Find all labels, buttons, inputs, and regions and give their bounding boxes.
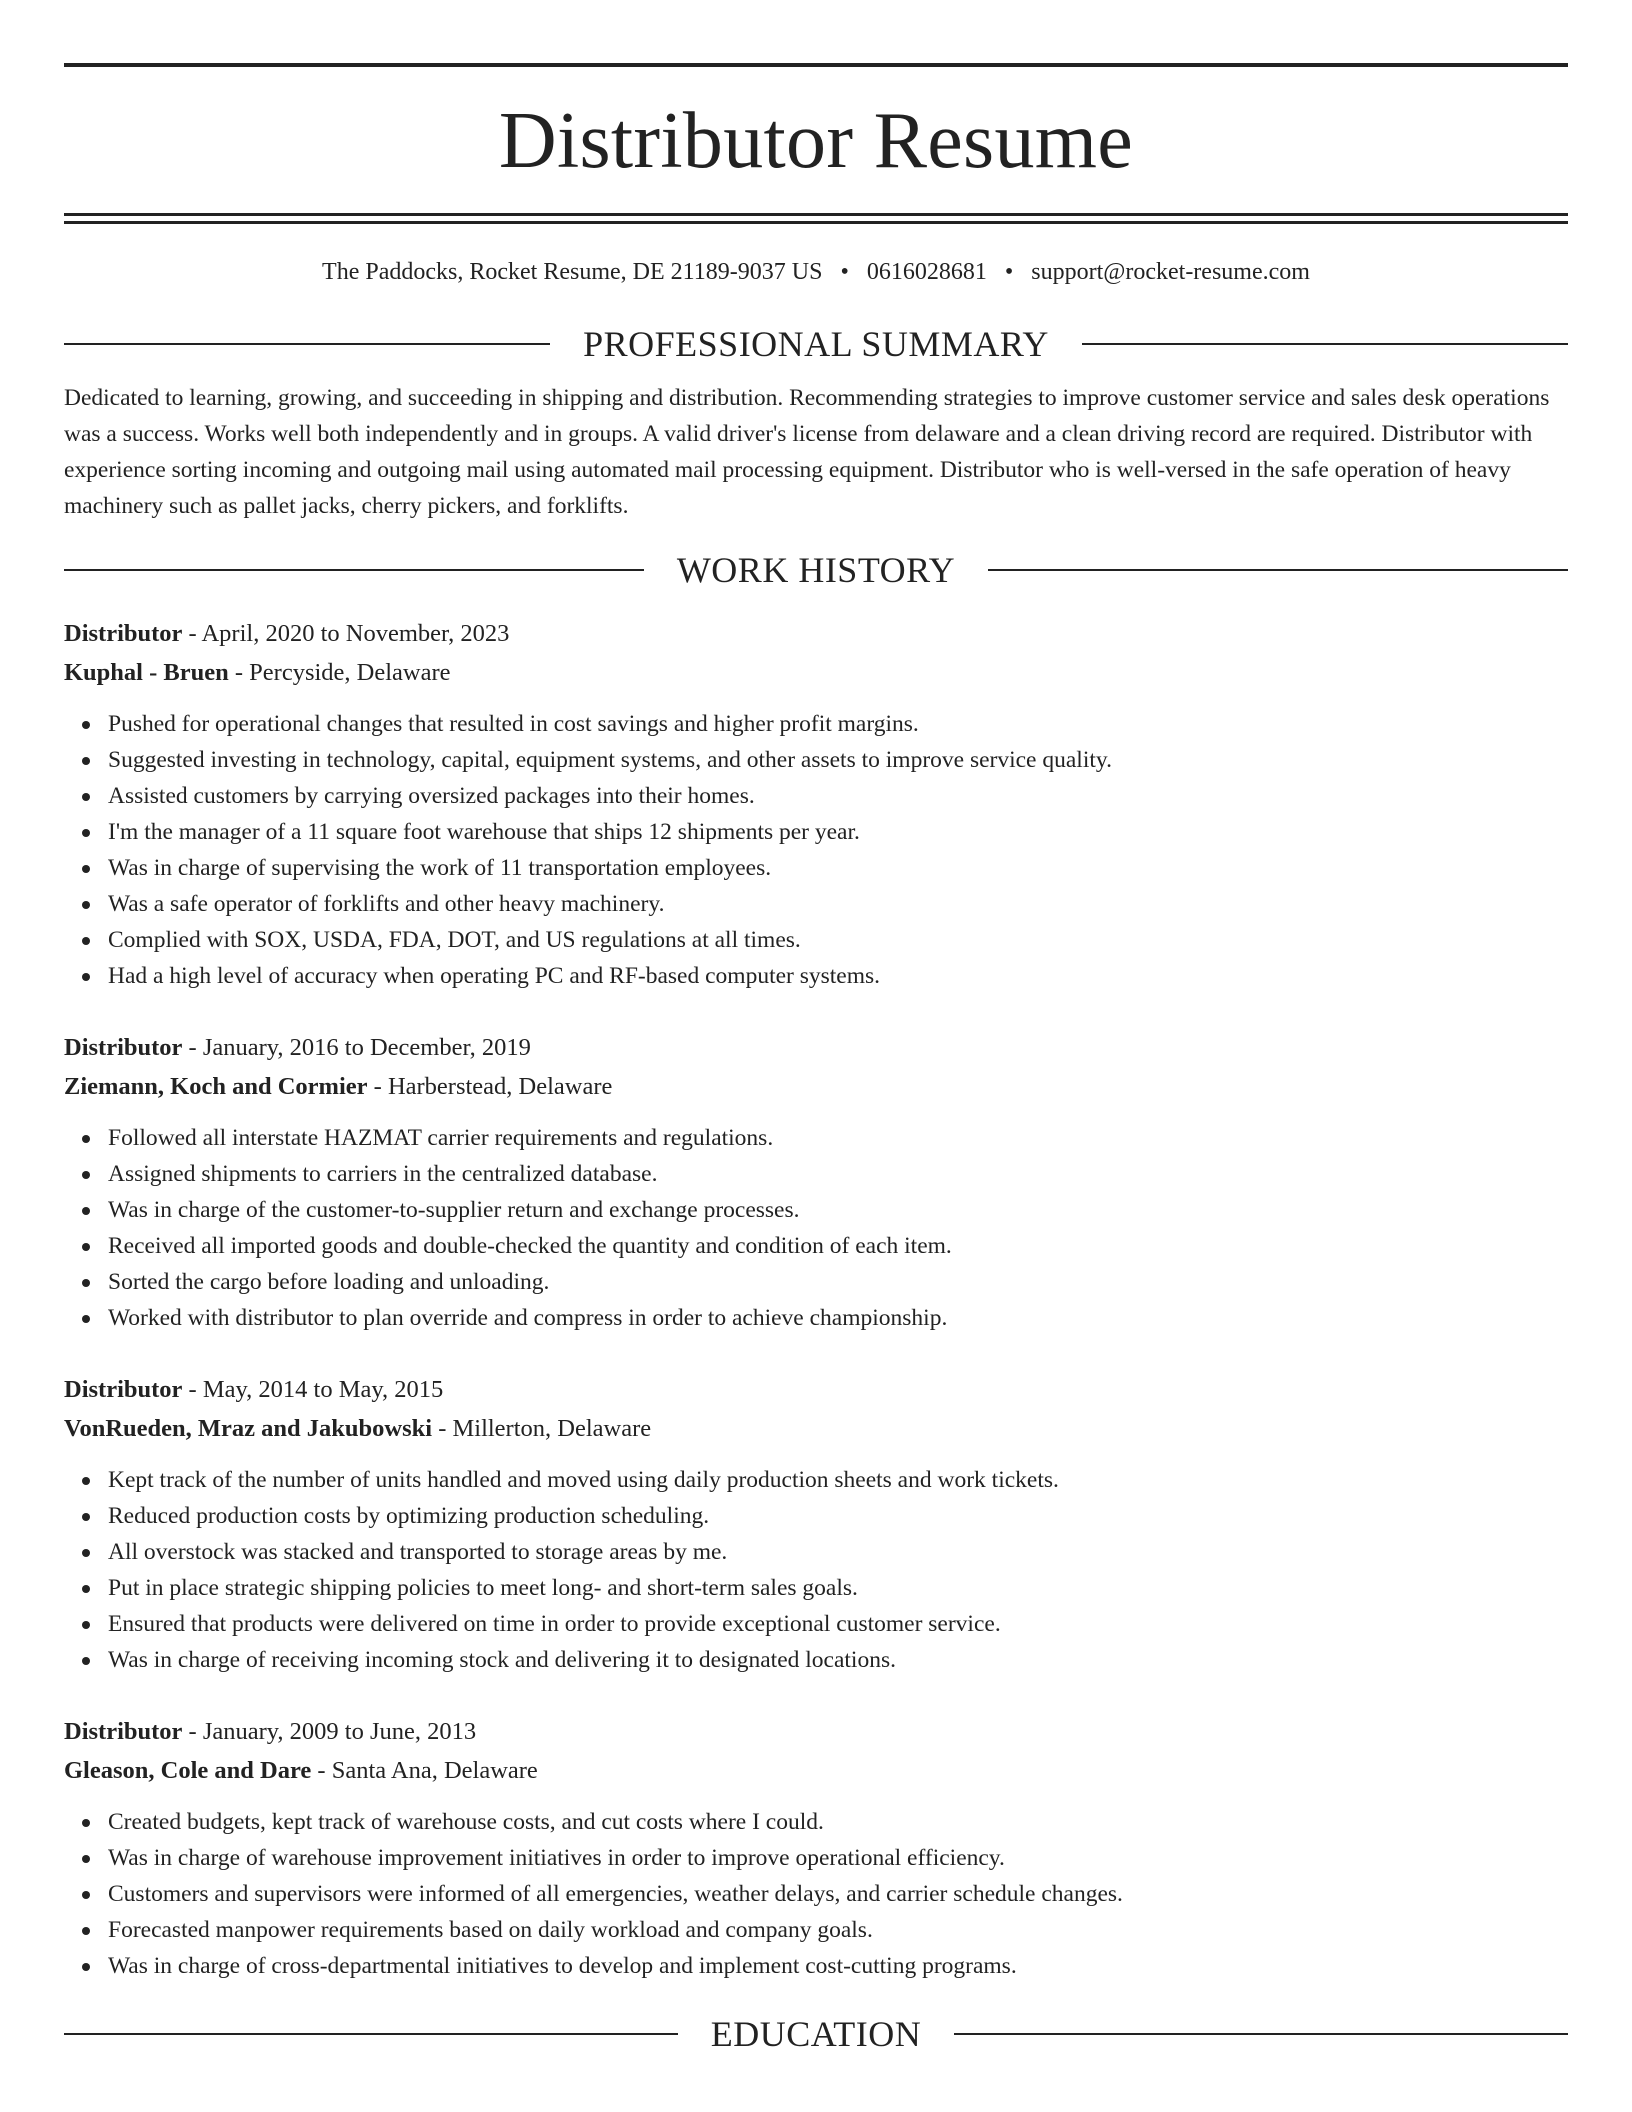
summary-heading-label: PROFESSIONAL SUMMARY <box>583 324 1049 364</box>
job-company-line <box>64 1067 1568 1106</box>
duty-item: Was in charge of supervising the work of 11 transportation employees. <box>108 850 1568 886</box>
heading-rule-right <box>1082 343 1568 345</box>
job-dates: - April, 2020 to November, 2023 <box>182 620 510 647</box>
job-dates: - May, 2014 to May, 2015 <box>182 1376 444 1403</box>
title-double-rule <box>64 213 1568 224</box>
duty-item: Forecasted manpower requirements based on daily workload and company goals. <box>108 1912 1568 1948</box>
duty-item: Customers and supervisors were informed of all emergencies, weather delays, and carrier schedule changes. <box>108 1876 1568 1912</box>
duty-item: Pushed for operational changes that resulted in cost savings and higher profit margins. <box>108 706 1568 742</box>
contact-address: The Paddocks, Rocket Resume, DE 21189-9037 US <box>322 259 823 285</box>
summary-heading <box>64 326 1568 362</box>
job-title-line <box>64 1370 1568 1409</box>
summary-text: Dedicated to learning, growing, and succeeding in shipping and distribution. Recommending strategies to improve customer service and sales desk operations was a success. Works well both independently and in groups. A valid driver's license from delaware and a clean driving record are required. Distributor with experience sorting incoming and outgoing mail using automated mail processing equipment. Distributor who is well-versed in the safe operation of heavy machinery such as pallet jacks, cherry pickers, and forklifts. <box>64 385 1550 519</box>
contact-phone: 0616028681 <box>866 259 987 285</box>
duty-item: Put in place strategic shipping policies to meet long- and short-term sales goals. <box>108 1570 1568 1606</box>
contact-email: support@rocket-resume.com <box>1031 259 1310 285</box>
job-dates: - January, 2009 to June, 2013 <box>182 1718 477 1745</box>
heading-rule-left <box>64 343 550 345</box>
job-company-line <box>64 653 1568 692</box>
duty-list <box>64 706 1568 994</box>
job-title: Distributor <box>64 1376 183 1403</box>
contact-line <box>64 260 1568 284</box>
job-company: Kuphal - Bruen <box>64 659 229 686</box>
duty-item: Ensured that products were delivered on time in order to provide exceptional customer service. <box>108 1606 1568 1642</box>
duty-item: Created budgets, kept track of warehouse costs, and cut costs where I could. <box>108 1804 1568 1840</box>
duty-item: Was in charge of warehouse improvement initiatives in order to improve operational efficiency. <box>108 1840 1568 1876</box>
job-title: Distributor <box>64 1718 183 1745</box>
education-heading <box>64 2016 1568 2052</box>
duty-item: Sorted the cargo before loading and unloading. <box>108 1264 1568 1300</box>
duty-item: Was in charge of cross-departmental initiatives to develop and implement cost-cutting programs. <box>108 1948 1568 1984</box>
job-title: Distributor <box>64 620 183 647</box>
work-history-heading-label: WORK HISTORY <box>676 550 956 590</box>
job-company: Ziemann, Koch and Cormier <box>64 1073 368 1100</box>
duty-item: All overstock was stacked and transported to storage areas by me. <box>108 1534 1568 1570</box>
job-company-line <box>64 1751 1568 1790</box>
duty-item: Received all imported goods and double-checked the quantity and condition of each item. <box>108 1228 1568 1264</box>
job-title: Distributor <box>64 1034 183 1061</box>
job-title-line <box>64 614 1568 653</box>
job-company: Gleason, Cole and Dare <box>64 1757 312 1784</box>
duty-list <box>64 1804 1568 1984</box>
job-entry <box>64 1712 1568 1984</box>
duty-item: Suggested investing in technology, capital, equipment systems, and other assets to improve service quality. <box>108 742 1568 778</box>
duty-item: Assisted customers by carrying oversized packages into their homes. <box>108 778 1568 814</box>
duty-list <box>64 1120 1568 1336</box>
duty-item: Was in charge of the customer-to-supplier return and exchange processes. <box>108 1192 1568 1228</box>
contact-separator: • <box>840 259 849 285</box>
job-dates: - January, 2016 to December, 2019 <box>182 1034 531 1061</box>
heading-rule-left <box>64 569 644 571</box>
heading-rule-right <box>988 569 1568 571</box>
job-company: VonRueden, Mraz and Jakubowski <box>64 1415 433 1442</box>
duty-item: Worked with distributor to plan override and compress in order to achieve championship. <box>108 1300 1568 1336</box>
heading-rule-left <box>64 2033 678 2035</box>
top-rule <box>64 63 1568 67</box>
heading-rule-right <box>954 2033 1568 2035</box>
duty-item: Assigned shipments to carriers in the centralized database. <box>108 1156 1568 1192</box>
duty-item: I'm the manager of a 11 square foot warehouse that ships 12 shipments per year. <box>108 814 1568 850</box>
job-location: - Millerton, Delaware <box>432 1415 652 1442</box>
job-company-line <box>64 1409 1568 1448</box>
job-location: - Santa Ana, Delaware <box>311 1757 538 1784</box>
job-entry <box>64 1370 1568 1678</box>
job-location: - Harberstead, Delaware <box>367 1073 613 1100</box>
duty-item: Reduced production costs by optimizing production scheduling. <box>108 1498 1568 1534</box>
job-list <box>64 614 1568 1984</box>
job-entry <box>64 1028 1568 1336</box>
education-heading-label: EDUCATION <box>710 2014 922 2054</box>
job-entry <box>64 614 1568 994</box>
duty-item: Complied with SOX, USDA, FDA, DOT, and US regulations at all times. <box>108 922 1568 958</box>
duty-item: Was a safe operator of forklifts and other heavy machinery. <box>108 886 1568 922</box>
contact-separator: • <box>1004 259 1014 285</box>
duty-list <box>64 1462 1568 1678</box>
work-history-heading <box>64 552 1568 588</box>
job-location: - Percyside, Delaware <box>228 659 451 686</box>
page-title: Distributor Resume <box>498 97 1134 185</box>
duty-item: Had a high level of accuracy when operating PC and RF-based computer systems. <box>108 958 1568 994</box>
duty-item: Kept track of the number of units handled and moved using daily production sheets and work tickets. <box>108 1462 1568 1498</box>
job-title-line <box>64 1712 1568 1751</box>
job-title-line <box>64 1028 1568 1067</box>
duty-item: Followed all interstate HAZMAT carrier requirements and regulations. <box>108 1120 1568 1156</box>
duty-item: Was in charge of receiving incoming stock and delivering it to designated locations. <box>108 1642 1568 1678</box>
